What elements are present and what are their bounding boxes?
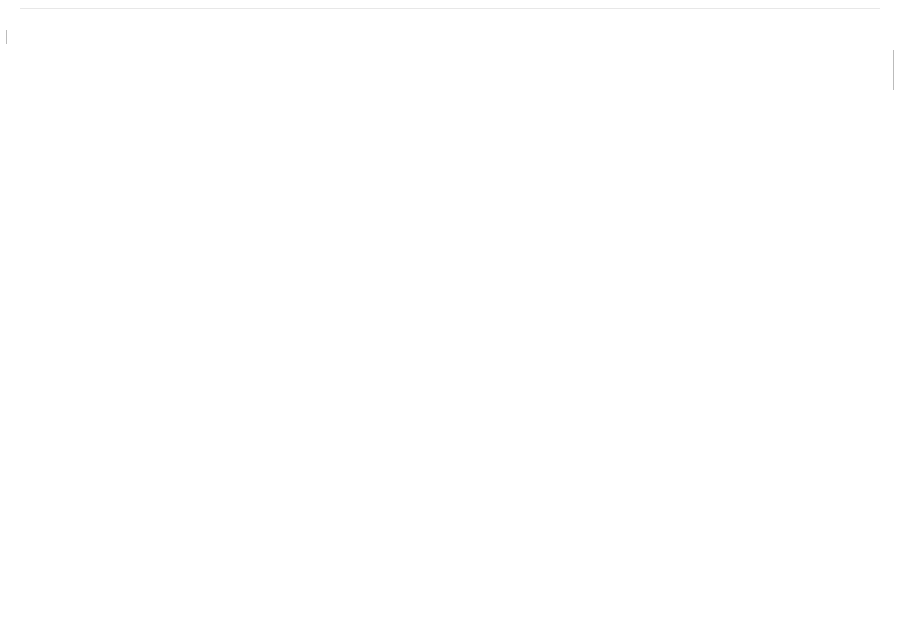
scan-mark — [20, 8, 880, 9]
scan-mark — [6, 30, 7, 44]
scan-mark — [893, 50, 894, 90]
